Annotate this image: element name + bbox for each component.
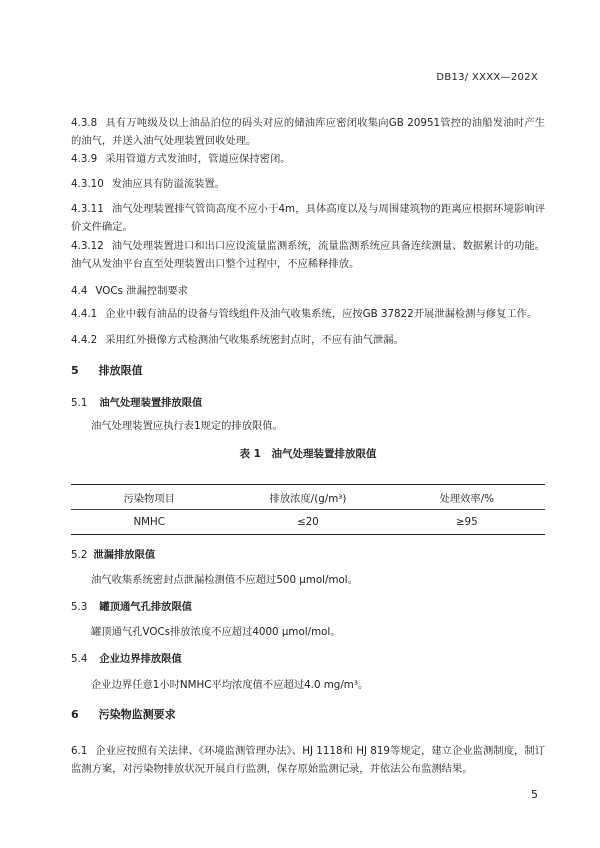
section-title: 排放限值	[98, 364, 143, 377]
clause-text: 采用管道方式发油时，管道应保持密闭。	[105, 153, 291, 165]
clause-number: 4.3.11	[71, 203, 104, 215]
section-number: 5.1	[71, 397, 88, 409]
clause-number: 4.3.12	[71, 240, 104, 252]
table-cell: ≥95	[389, 510, 545, 535]
table-header-row	[71, 485, 545, 510]
section-number: 6	[71, 708, 79, 721]
document-code: DB13/ XXXX—202X	[436, 72, 538, 83]
clause-number: 4.4.1	[71, 308, 98, 320]
table-title: 表 1 油气处理装置排放限值	[239, 448, 377, 460]
section-number: 5.3	[71, 601, 88, 613]
section-title: 油气处理装置排放限值	[99, 397, 203, 409]
section-heading-6	[71, 706, 545, 724]
clause-number: 4.3.9	[71, 153, 98, 165]
table-header-cell: 污染物项目	[71, 485, 227, 510]
table-row	[71, 510, 545, 535]
section-heading-5-4	[71, 650, 545, 668]
clause-4-4-1	[71, 305, 545, 323]
paragraph-5-2: 油气收集系统密封点泄漏检测值不应超过500 μmol/mol。	[91, 574, 358, 586]
clause-4-3-9	[71, 150, 545, 168]
clause-6-1	[71, 742, 545, 778]
section-heading-4-4	[71, 282, 545, 300]
clause-number: 6.1	[71, 745, 88, 757]
section-number: 5.4	[71, 653, 88, 665]
paragraph-5-4: 企业边界任意1小时NMHC平均浓度值不应超过4.0 mg/m³。	[91, 679, 369, 691]
clause-text: 油气处理装置排气管筒高度不应小于4m，具体高度以及与周围建筑物的距离应根据环境影响评价文件确定。	[71, 203, 545, 233]
section-number: 4.4	[71, 285, 88, 297]
section-title: 泄漏排放限值	[93, 549, 156, 561]
clause-4-3-8	[71, 114, 545, 150]
page-number: 5	[531, 788, 538, 801]
section-heading-5-2	[71, 546, 545, 564]
clause-4-3-11	[71, 200, 545, 236]
clause-4-3-10	[71, 175, 545, 193]
table-header-cell: 排放浓度/(g/m³)	[227, 485, 388, 510]
table-header-cell: 处理效率/%	[389, 485, 545, 510]
section-title: VOCs 泄漏控制要求	[95, 285, 188, 297]
section-heading-5	[71, 362, 545, 380]
clause-text: 企业中载有油品的设备与管线组件及油气收集系统，应按GB 37822开展泄漏检测与修复工作。	[105, 308, 538, 320]
clause-text: 油气处理装置进口和出口应设流量监测系统，流量监测系统应具备连续测量、数据累计的功能。油气从发油平台直至处理装置出口整个过程中，不应稀释排放。	[71, 240, 545, 270]
table-cell: NMHC	[71, 510, 227, 535]
clause-number: 4.3.10	[71, 178, 104, 190]
section-heading-5-1	[71, 394, 545, 412]
section-number: 5.2	[71, 549, 88, 561]
clause-text: 采用红外摄像方式检测油气收集系统密封点时，不应有油气泄漏。	[105, 334, 404, 346]
clause-text: 发油应具有防溢流装置。	[111, 178, 226, 190]
clause-text: 企业应按照有关法律、《环境监测管理办法》、HJ 1118和 HJ 819等规定，建立企业监测制度，制订监测方案，对污染物排放状况开展自行监测，保存原始监测记录，并依法公布监测结果。	[71, 745, 545, 775]
section-number: 5	[71, 364, 79, 377]
clause-4-4-2	[71, 331, 545, 349]
section-title: 企业边界排放限值	[99, 653, 182, 665]
clause-number: 4.3.8	[71, 117, 98, 129]
clause-text: 具有万吨级及以上油品泊位的码头对应的储油库应密闭收集向GB 20951管控的油船发油时产生的油气，并送入油气处理装置回收处理。	[71, 117, 545, 147]
paragraph-5-1: 油气处理装置应执行表1规定的排放限值。	[91, 420, 283, 432]
section-title: 污染物监测要求	[98, 708, 176, 721]
clause-number: 4.4.2	[71, 334, 98, 346]
paragraph-5-3: 罐顶通气孔VOCs排放浓度不应超过4000 μmol/mol。	[91, 626, 341, 638]
table-cell: ≤20	[227, 510, 388, 535]
emission-limit-table	[71, 484, 545, 535]
section-title: 罐顶通气孔排放限值	[99, 601, 193, 613]
clause-4-3-12	[71, 237, 545, 273]
section-heading-5-3	[71, 598, 545, 616]
